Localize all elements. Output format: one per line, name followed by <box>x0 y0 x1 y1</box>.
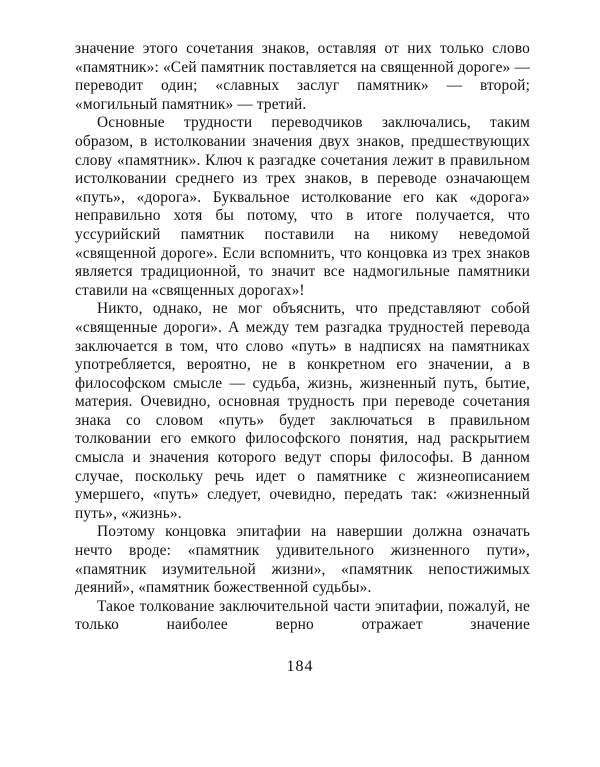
paragraph-4: Поэтому концовка эпитафии на навершии должна означать нечто вроде: «памятник удивительного жизненного пути», «памятник изумительной жизни», «памятник непостижимых деяний», «памятник божественной судьбы». <box>75 523 530 597</box>
page-body <box>75 40 530 635</box>
paragraph-2: Основные трудности переводчиков заключались, таким образом, в истолковании значения двух знаков, предшествующих слову «памятник». Ключ к разгадке сочетания лежит в правильном истолковании среднего из трех знаков, в переводе означающем «путь», «дорога». Буквальное истолкование его как «дорога» неправильно хотя бы потому, что в итоге получается, что уссурийский памятник поставили на никому неведомой «священной дороге». Если вспомнить, что концовка из трех знаков является традиционной, то значит все надмогильные памятники ставили на «священных дорогах»! <box>75 114 530 299</box>
page-number: 184 <box>286 658 314 675</box>
paragraph-1: значение этого сочетания знаков, оставляя от них только слово «памятник»: «Сей памятник поставляется на священной дороге» — переводит один; «славных заслуг памятник» — второй; «могильный памятник» — третий. <box>75 40 530 113</box>
paragraph-5: Такое толкование заключительной части эпитафии, пожалуй, не только наиболее верно отражает значение <box>75 597 530 634</box>
paragraph-3: Никто, однако, не мог объяснить, что представляют собой «священные дороги». А между тем разгадка трудностей перевода заключается в том, что слово «путь» в надписях на памятниках употребляется, вероятно, не в конкретном его значении, а в философском смысле — судьба, жизнь, жизненный путь, бытие, материя. Очевидно, основная трудность при переводе сочетания знака со словом «путь» будет заключаться в правильном толковании его емкого философского понятия, над раскрытием смысла и значения которого ведут споры философы. В данном случае, поскольку речь идет о памятнике с жизнеописанием умершего, «путь» следует, очевидно, передать так: «жизненный путь», «жизнь». <box>75 300 530 522</box>
